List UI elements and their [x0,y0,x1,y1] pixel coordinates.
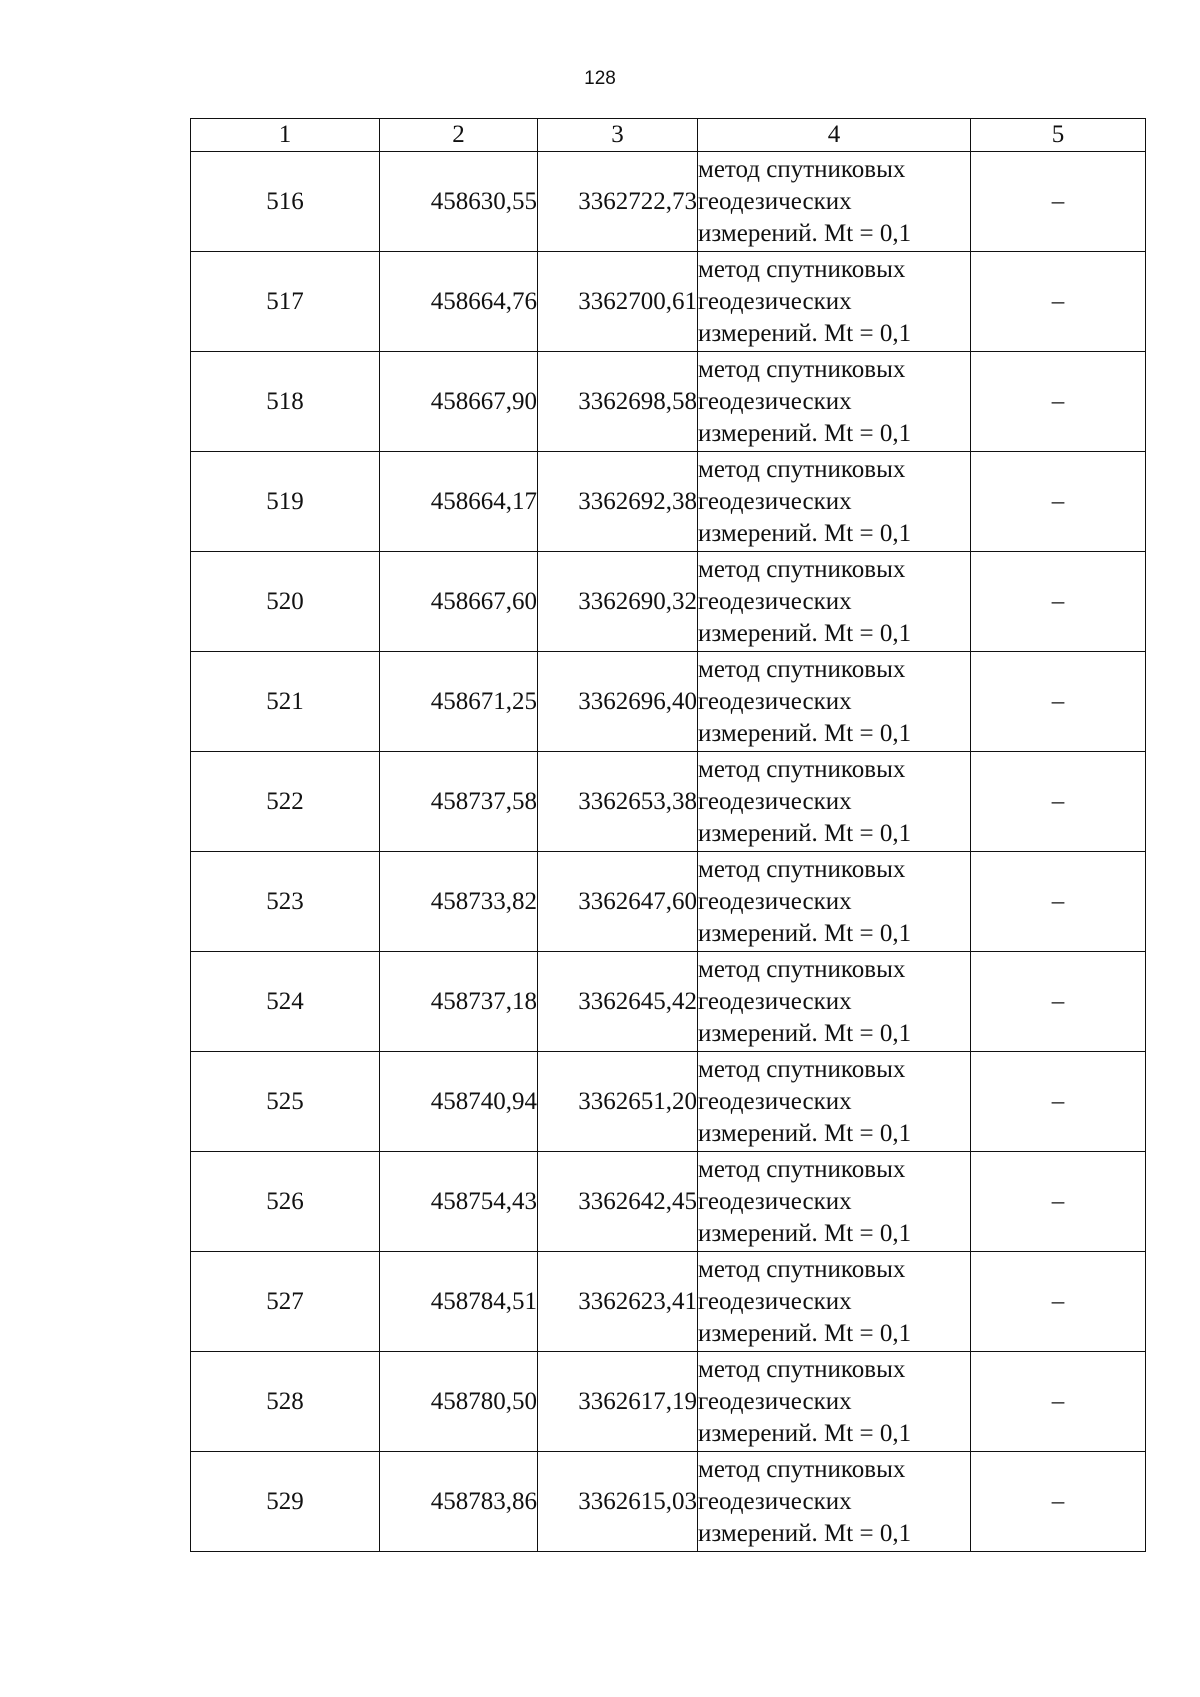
y-coordinate-cell: 3362692,38 [538,452,698,552]
note-cell: – [971,1252,1146,1352]
y-coordinate-cell: 3362696,40 [538,652,698,752]
table-row [191,1052,1146,1152]
method-cell [698,1052,971,1152]
point-number-cell: 528 [191,1352,380,1452]
note-cell: – [971,752,1146,852]
method-cell [698,752,971,852]
table-row [191,652,1146,752]
note-cell: – [971,152,1146,252]
table-row [191,152,1146,252]
column-header-4: 4 [698,119,971,152]
method-line: геодезических [698,387,852,415]
x-coordinate-cell: 458671,25 [380,652,538,752]
method-line: геодезических [698,287,852,315]
method-line: геодезических [698,487,852,515]
method-line: геодезических [698,1187,852,1215]
point-number-cell: 525 [191,1052,380,1152]
point-number-cell: 529 [191,1452,380,1552]
table-row [191,252,1146,352]
method-line: измерений. Mt = 0,1 [698,519,912,547]
point-number-cell: 518 [191,352,380,452]
table-row [191,352,1146,452]
method-line: метод спутниковых [698,755,906,783]
x-coordinate-cell: 458780,50 [380,1352,538,1452]
method-line: геодезических [698,787,852,815]
table-row [191,1452,1146,1552]
method-line: геодезических [698,1387,852,1415]
method-line: геодезических [698,887,852,915]
method-line: метод спутниковых [698,255,906,283]
x-coordinate-cell: 458737,58 [380,752,538,852]
method-line: метод спутниковых [698,1455,906,1483]
column-header-2: 2 [380,119,538,152]
point-number-cell: 519 [191,452,380,552]
note-cell: – [971,852,1146,952]
table-row [191,752,1146,852]
y-coordinate-cell: 3362642,45 [538,1152,698,1252]
method-line: метод спутниковых [698,1355,906,1383]
point-number-cell: 516 [191,152,380,252]
page-number: 128 [584,68,616,89]
point-number-cell: 523 [191,852,380,952]
method-line: метод спутниковых [698,1055,906,1083]
method-cell [698,1252,971,1352]
note-cell: – [971,352,1146,452]
method-line: измерений. Mt = 0,1 [698,1319,912,1347]
coordinates-table [190,118,1146,1552]
y-coordinate-cell: 3362647,60 [538,852,698,952]
method-cell [698,1352,971,1452]
method-cell [698,252,971,352]
note-cell: – [971,1152,1146,1252]
method-line: метод спутниковых [698,1155,906,1183]
y-coordinate-cell: 3362722,73 [538,152,698,252]
x-coordinate-cell: 458667,60 [380,552,538,652]
method-line: геодезических [698,1287,852,1315]
table-header-row [191,119,1146,152]
column-header-3: 3 [538,119,698,152]
point-number-cell: 520 [191,552,380,652]
point-number-cell: 517 [191,252,380,352]
note-cell: – [971,952,1146,1052]
method-cell [698,652,971,752]
note-cell: – [971,652,1146,752]
method-cell [698,1152,971,1252]
method-line: геодезических [698,187,852,215]
table-row [191,1252,1146,1352]
method-line: измерений. Mt = 0,1 [698,919,912,947]
method-line: измерений. Mt = 0,1 [698,1519,912,1547]
column-header-1: 1 [191,119,380,152]
column-header-5: 5 [971,119,1146,152]
method-line: геодезических [698,987,852,1015]
method-line: измерений. Mt = 0,1 [698,319,912,347]
method-line: измерений. Mt = 0,1 [698,619,912,647]
table-row [191,552,1146,652]
x-coordinate-cell: 458664,17 [380,452,538,552]
method-line: метод спутниковых [698,655,906,683]
note-cell: – [971,452,1146,552]
method-cell [698,1452,971,1552]
method-line: метод спутниковых [698,1255,906,1283]
y-coordinate-cell: 3362623,41 [538,1252,698,1352]
x-coordinate-cell: 458664,76 [380,252,538,352]
x-coordinate-cell: 458784,51 [380,1252,538,1352]
method-line: метод спутниковых [698,555,906,583]
point-number-cell: 521 [191,652,380,752]
x-coordinate-cell: 458783,86 [380,1452,538,1552]
method-cell [698,852,971,952]
y-coordinate-cell: 3362653,38 [538,752,698,852]
note-cell: – [971,1052,1146,1152]
method-cell [698,152,971,252]
method-cell [698,452,971,552]
table-row [191,952,1146,1052]
method-line: измерений. Mt = 0,1 [698,1219,912,1247]
note-cell: – [971,252,1146,352]
method-line: метод спутниковых [698,855,906,883]
method-line: измерений. Mt = 0,1 [698,219,912,247]
method-line: измерений. Mt = 0,1 [698,1119,912,1147]
table-row [191,452,1146,552]
x-coordinate-cell: 458733,82 [380,852,538,952]
note-cell: – [971,552,1146,652]
point-number-cell: 527 [191,1252,380,1352]
method-line: измерений. Mt = 0,1 [698,419,912,447]
method-line: измерений. Mt = 0,1 [698,819,912,847]
point-number-cell: 522 [191,752,380,852]
method-line: метод спутниковых [698,455,906,483]
method-line: метод спутниковых [698,955,906,983]
method-line: измерений. Mt = 0,1 [698,1419,912,1447]
x-coordinate-cell: 458740,94 [380,1052,538,1152]
method-line: геодезических [698,587,852,615]
x-coordinate-cell: 458630,55 [380,152,538,252]
y-coordinate-cell: 3362651,20 [538,1052,698,1152]
y-coordinate-cell: 3362690,32 [538,552,698,652]
method-line: измерений. Mt = 0,1 [698,719,912,747]
x-coordinate-cell: 458667,90 [380,352,538,452]
method-line: геодезических [698,1087,852,1115]
method-line: геодезических [698,687,852,715]
method-line: измерений. Mt = 0,1 [698,1019,912,1047]
point-number-cell: 524 [191,952,380,1052]
method-cell [698,552,971,652]
y-coordinate-cell: 3362615,03 [538,1452,698,1552]
table-body [191,152,1146,1552]
note-cell: – [971,1452,1146,1552]
table-row [191,852,1146,952]
method-cell [698,352,971,452]
method-line: геодезических [698,1487,852,1515]
method-cell [698,952,971,1052]
x-coordinate-cell: 458737,18 [380,952,538,1052]
method-line: метод спутниковых [698,355,906,383]
y-coordinate-cell: 3362698,58 [538,352,698,452]
y-coordinate-cell: 3362645,42 [538,952,698,1052]
table-row [191,1352,1146,1452]
x-coordinate-cell: 458754,43 [380,1152,538,1252]
y-coordinate-cell: 3362617,19 [538,1352,698,1452]
method-line: метод спутниковых [698,155,906,183]
y-coordinate-cell: 3362700,61 [538,252,698,352]
table-row [191,1152,1146,1252]
point-number-cell: 526 [191,1152,380,1252]
note-cell: – [971,1352,1146,1452]
